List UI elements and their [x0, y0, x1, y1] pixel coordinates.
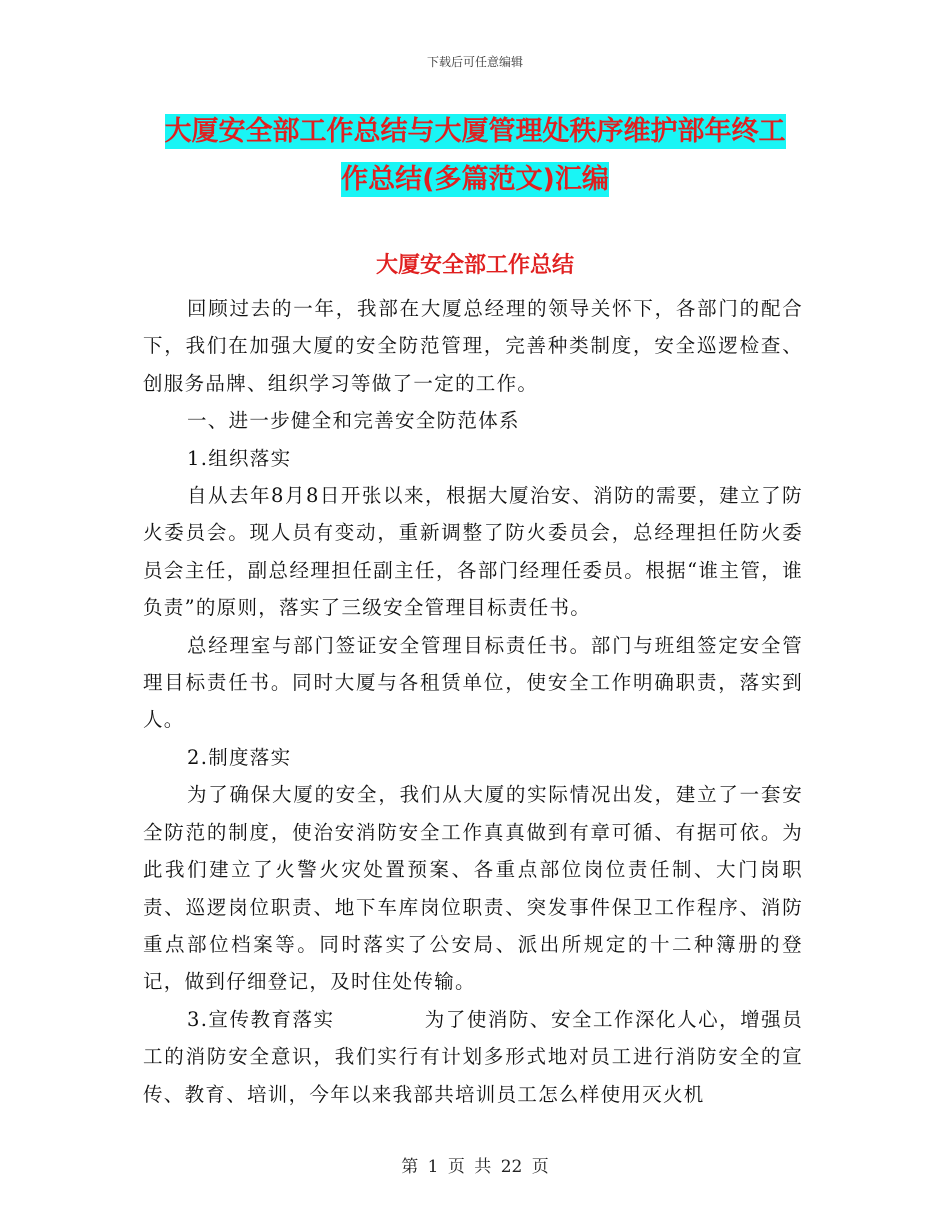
heading-rules: 2.制度落实 — [187, 745, 292, 769]
paragraph-intro: 回顾过去的一年，我部在大厦总经理的领导关怀下，各部门的配合下，我们在加强大厦的安全防范管理，完善种类制度，安全巡逻检查、创服务品牌、组织学习等做了一定的工作。 — [143, 297, 803, 395]
paragraph-education — [143, 1001, 803, 1113]
heading-safety-system: 一、进一步健全和完善安全防范体系 — [187, 409, 520, 433]
paragraph-education-text: 为了使消防、安全工作深化人心，增强员工的消防安全意识，我们实行有计划多形式地对员工进行消防安全的宣传、教育、培训，今年以来我部共培训员工怎么样使用灭火机 — [143, 1007, 803, 1106]
title-line-2: 作总结(多篇范文)汇编 — [341, 164, 609, 195]
paragraph-organization: 自从去年8月8日开张以来，根据大厦治安、消防的需要，建立了防火委员会。现人员有变动，重新调整了防火委员会，总经理担任防火委员会主任，副总经理担任副主任，各部门经理任委员。根据“谁主管，谁负责”的原则，落实了三级安全管理目标责任书。 — [143, 484, 803, 620]
document-title — [0, 108, 950, 204]
section-title: 大厦安全部工作总结 — [375, 253, 574, 278]
heading-organization: 1.组织落实 — [187, 446, 292, 470]
header-note: 下载后可任意编辑 — [426, 55, 523, 69]
paragraph-rules: 为了确保大厦的安全，我们从大厦的实际情况出发，建立了一套安全防范的制度，使治安消防安全工作真真做到有章可循、有据可依。为此我们建立了火警火灾处置预案、各重点部位岗位责任制、大门岗职责、巡逻岗位职责、地下车库岗位职责、突发事件保卫工作程序、消防重点部位档案等。同时落实了公安局、派出所规定的十二种簿册的登记，做到仔细登记，及时住处传输。 — [143, 783, 803, 994]
document-body — [143, 290, 803, 1113]
title-line-1: 大厦安全部工作总结与大厦管理处秩序维护部年终工 — [164, 116, 786, 147]
page-number: 第 1 页 共 22 页 — [401, 1157, 549, 1177]
heading-education: 3.宣传教育落实 — [187, 1007, 335, 1031]
paragraph-responsibility: 总经理室与部门签证安全管理目标责任书。部门与班组签定安全管理目标责任书。同时大厦与各租赁单位，使安全工作明确职责，落实到人。 — [143, 633, 803, 732]
